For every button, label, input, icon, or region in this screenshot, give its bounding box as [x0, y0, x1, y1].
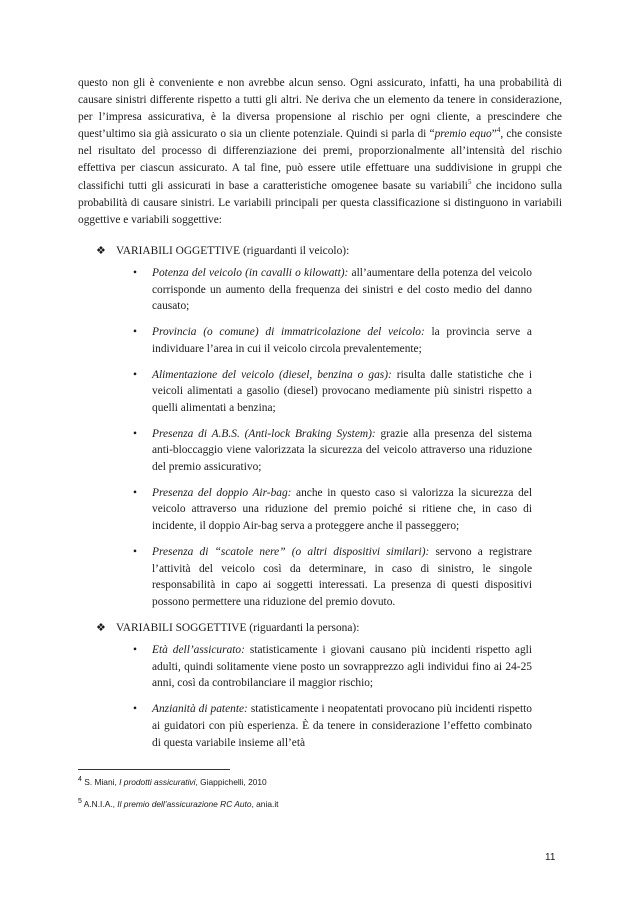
footnote-publisher: , Giappichelli, 2010: [195, 777, 267, 787]
list-item: [130, 367, 532, 417]
intro-text-3: , che consiste nel risultato del processo di differenziazione dei premi, proporzionalmente all’intensità del rischio effettiva per ciascun assicurato. A tal fine, può essere utile effettuare una suddivisione in gruppi che classifichi tutti gli assicurati in base a caratteristiche omogenee basate su variabili: [78, 128, 563, 192]
intro-text-4: che incidono sulla probabilità di causare sinistri. Le variabili principali per questa classificazione si distinguono in variabili oggettive e variabili soggettive:: [78, 179, 562, 226]
intro-text-2: ”: [491, 128, 497, 141]
item-term: Età dell’assicurato:: [152, 644, 245, 656]
bullet-icon: •: [133, 267, 137, 279]
item-text: servono a registrare l’attività del veicolo così da determinare, in caso di sinistro, le singole responsabilità in capo ai soggetti interessati. La presenza di questi dispositivi possono permettere una riduzione del premio dovuto.: [152, 545, 532, 608]
bullet-icon: •: [133, 427, 137, 440]
list-item: [130, 485, 532, 535]
footnote-title: Il premio dell’assicurazione RC Auto: [117, 799, 252, 809]
item-text: all’aumentare della potenza del veicolo corrisponde un aumento della frequenza dei sinistri e del costo medio del danno causato;: [152, 267, 532, 313]
bullet-icon: •: [133, 486, 137, 499]
footnote-ref-5[interactable]: 5: [467, 177, 472, 186]
intro-text-1: questo non gli è conveniente e non avrebbe alcun senso. Ogni assicurato, infatti, ha una probabilità di causare sinistri differente rispetto a tutti gli altri. Ne deriva che un elemento da tenere in considerazione, per l’impresa assicurativa, è la diversa propensione al rischio per ogni cliente, a prescindere che quest’ultimo sia già assicurato o sia un cliente potenziale. Quindi si parla di “: [78, 77, 562, 141]
item-term: Presenza di A.B.S. (Anti-lock Braking System):: [152, 427, 376, 440]
bullet-icon: •: [133, 326, 137, 339]
oggettive-heading: [96, 243, 536, 260]
diamond-bullet-icon: ❖: [96, 622, 106, 634]
page-number: 11: [545, 852, 556, 863]
footnote-title: I prodotti assicurativi: [119, 777, 196, 787]
item-text: anche in questo caso si valorizza la sicurezza del veicolo attraverso una riduzione del premio poiché si ritiene che, in caso di incidente, il doppio Air-bag serva a proteggere anche il passeggero;: [152, 486, 532, 533]
bullet-icon: •: [133, 703, 137, 716]
bullet-icon: •: [133, 368, 137, 381]
item-text: statisticamente i giovani causano più incidenti rispetto agli adulti, quindi solitamente viene posto un sovrapprezzo agli individui fino ai 24-25 anni, così da controbilanciare il maggior rischio;: [152, 644, 532, 690]
oggettive-heading-text: VARIABILI OGGETTIVE (riguardanti il veicolo):: [116, 245, 350, 257]
list-item: [130, 265, 532, 315]
item-term: Presenza di “scatole nere” (o altri dispositivi similari):: [152, 545, 430, 558]
list-item: [130, 544, 532, 611]
bullet-icon: •: [133, 545, 137, 558]
soggettive-heading: [96, 620, 536, 637]
item-term: Presenza del doppio Air-bag:: [152, 486, 292, 499]
footnote-number: 5: [78, 798, 82, 806]
item-text: risulta dalle statistiche che i veicoli alimentati a gasolio (diesel) provocano mediamente più sinistri rispetto a quelli alimentati a benzina;: [152, 368, 532, 414]
diamond-bullet-icon: ❖: [96, 245, 106, 257]
footnote-publisher: , ania.it: [251, 799, 279, 809]
bullet-icon: •: [133, 644, 137, 656]
list-item: [130, 642, 532, 692]
footnote-author: A.N.I.A.,: [81, 799, 118, 809]
footnote-ref-4[interactable]: 4: [496, 126, 501, 135]
oggettive-list: [130, 265, 532, 620]
soggettive-list: [130, 642, 532, 760]
item-term: Anzianità di patente:: [152, 703, 248, 716]
footnote-author: S. Miani,: [81, 777, 120, 787]
item-text: grazie alla presenza del sistema anti-bloccaggio viene valorizzata la sicurezza del veicolo attraverso una riduzione del premio assicurativo;: [152, 427, 532, 474]
footnote-5: [78, 798, 558, 810]
list-item: [130, 426, 532, 476]
footnote-4: [78, 776, 558, 788]
list-item: [130, 324, 532, 357]
intro-paragraph: [78, 75, 562, 229]
soggettive-heading-text: VARIABILI SOGGETTIVE (riguardanti la persona):: [116, 622, 360, 634]
list-item: [130, 701, 532, 751]
item-text: la provincia serve a individuare l’area in cui il veicolo circola prevalentemente;: [152, 326, 532, 355]
item-term: Potenza del veicolo (in cavalli o kilowatt):: [152, 267, 349, 279]
footnote-separator: [78, 769, 230, 770]
item-text: statisticamente i neopatentati provocano più incidenti rispetto ai guidatori con più esperienza. È da tenere in considerazione l’effetto combinato di questa variabile insieme all’età: [152, 703, 532, 749]
item-term: Alimentazione del veicolo (diesel, benzina o gas):: [152, 368, 392, 381]
premio-equo-term: premio equo: [434, 128, 492, 141]
footnote-number: 4: [78, 776, 82, 784]
item-term: Provincia (o comune) di immatricolazione del veicolo:: [152, 326, 425, 339]
